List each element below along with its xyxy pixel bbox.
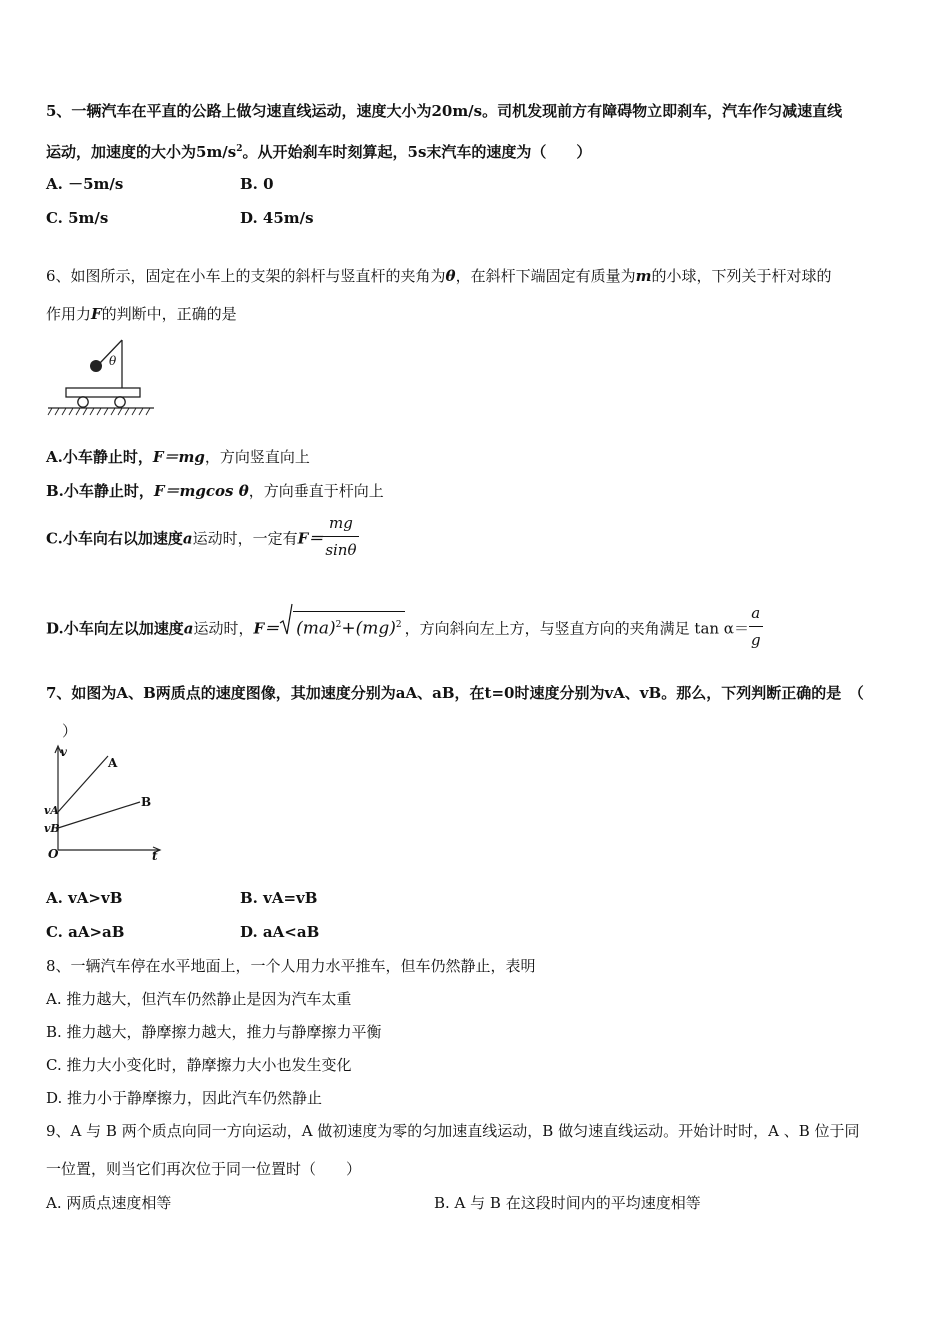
ground-hatching <box>48 408 150 415</box>
q8-option-b: B. 推力越大，静摩擦力越大，推力与静摩擦力平衡 <box>46 1023 382 1041</box>
q7-stem-line1: 7、如图为A、B两质点的速度图像，其加速度分别为aA、aB，在t=0时速度分别为vA、vB。那么，下列判断正确的是 （ <box>46 684 864 702</box>
q8-stem: 8、一辆汽车停在水平地面上，一个人用力水平推车，但车仍然静止，表明 <box>46 957 536 975</box>
q6-c-fraction: $\frac{mg}{\sin\theta}$ <box>323 510 358 563</box>
q9-option-a: A. 两质点速度相等 <box>46 1194 172 1212</box>
cart-wheel-right <box>115 397 125 407</box>
q7-option-c: C. aA>aB <box>46 923 125 941</box>
q9-stem-line1: 9、A 与 B 两个质点向同一方向运动，A 做初速度为零的匀加速直线运动，B 做匀速直线运动。开始计时时，A 、B 位于同 <box>46 1122 860 1140</box>
cart-wheel-left <box>78 397 88 407</box>
q5-option-d: D. 45m/s <box>240 209 314 227</box>
graph-v-label: v <box>60 745 67 759</box>
line-b <box>58 802 140 828</box>
q6-stem-line2: 作用力F的判断中，正确的是 <box>46 305 237 323</box>
q6-stem-line1: 6、如图所示，固定在小车上的支架的斜杆与竖直杆的夹角为θ，在斜杆下端固定有质量为m的小球，下列关于杆对球的 <box>46 267 832 285</box>
q6-option-b: B.小车静止时，F＝mgcos θ，方向垂直于杆向上 <box>46 482 384 500</box>
q5-stem-line1: 5、一辆汽车在平直的公路上做匀速直线运动，速度大小为20m/s。司机发现前方有障碍物立即刹车，汽车作匀减速直线 <box>46 102 843 120</box>
q9-stem-line2: 一位置，则当它们再次位于同一位置时（ ） <box>46 1160 362 1178</box>
q6-cart-figure <box>46 336 158 418</box>
q7-option-b: B. vA=vB <box>240 889 318 907</box>
q7-velocity-graph <box>40 742 170 866</box>
graph-line-b-label: B <box>141 795 152 809</box>
graph-line-a-label: A <box>108 756 118 770</box>
graph-va-label: vA <box>44 804 59 817</box>
q6-option-a: A.小车静止时，F＝mg，方向竖直向上 <box>46 448 310 466</box>
cart-body <box>66 388 140 397</box>
q5-option-b: B. 0 <box>240 175 274 193</box>
q6-option-d: D.小车向左以加速度a运动时，F＝ (ma)$^2$+(mg)$^2$ ，方向斜向左上方，与竖直方向的夹角满足 tan α＝ $\frac{a}{g}$ <box>46 606 763 653</box>
q5-stem-line2: 运动，加速度的大小为$5m/s^2$。从开始刹车时刻算起，5s末汽车的速度为（ ） <box>46 143 592 161</box>
q7-option-a: A. vA>vB <box>46 889 123 907</box>
q5-option-c: C. 5m/s <box>46 209 109 227</box>
graph-vb-label: vB <box>44 822 60 835</box>
q6-d-sqrt: (ma)$^2$+(mg)$^2$ <box>279 611 405 642</box>
q9-option-b: B. A 与 B 在这段时间内的平均速度相等 <box>434 1194 701 1212</box>
theta-label: θ <box>109 354 117 368</box>
line-a <box>58 756 108 812</box>
q5-option-a: A. －5m/s <box>46 175 124 193</box>
graph-origin-label: O <box>48 847 59 861</box>
q6-option-c: C.小车向右以加速度a运动时，一定有F＝ $\frac{mg}{\sin\theta}$ <box>46 516 359 563</box>
graph-t-label: t <box>152 849 158 863</box>
q7-stem-line2: ） <box>62 722 78 740</box>
q8-option-a: A. 推力越大，但汽车仍然静止是因为汽车太重 <box>46 990 352 1008</box>
q7-option-d: D. aA<aB <box>240 923 320 941</box>
ball <box>90 360 102 372</box>
q8-option-c: C. 推力大小变化时，静摩擦力大小也发生变化 <box>46 1056 352 1074</box>
q6-d-fraction: $\frac{a}{g}$ <box>749 600 763 653</box>
q8-option-d: D. 推力小于静摩擦力，因此汽车仍然静止 <box>46 1089 323 1107</box>
